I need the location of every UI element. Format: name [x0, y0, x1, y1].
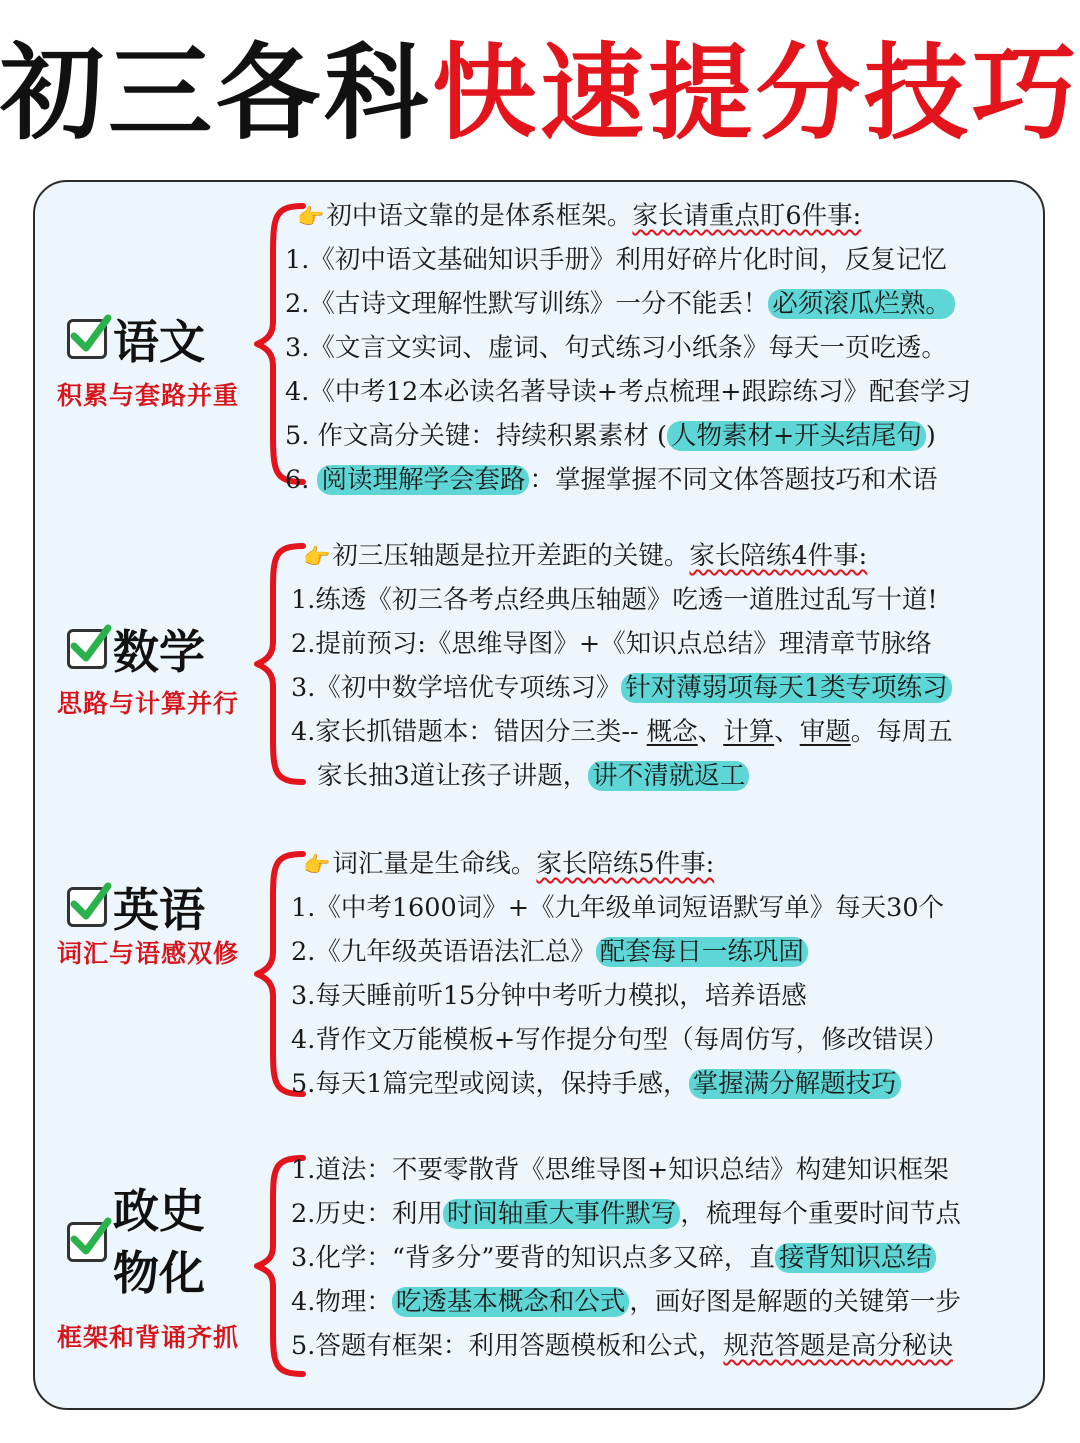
check-box-icon [67, 1222, 107, 1262]
subject-shuxue [67, 616, 205, 682]
subject-name: 政史 [113, 1184, 205, 1238]
page-title [0, 28, 1080, 158]
intro-line: 👉初三压轴题是拉开差距的关键。家长陪练4件事: [303, 541, 868, 571]
intro-line: 👉词汇量是生命线。家长陪练5件事: [303, 849, 715, 879]
pointing-hand-icon: 👉 [303, 545, 331, 570]
highlight: 必须滚瓜烂熟。 [768, 289, 955, 319]
list-item: 1.道法：不要零散背《思维导图+知识总结》构建知识框架 [291, 1155, 949, 1185]
tips-list [285, 194, 971, 502]
title-black: 初三各科 [0, 32, 433, 154]
highlight: 讲不清就返工 [588, 761, 749, 791]
list-item: 2.《九年级英语语法汇总》 配套每日一练巩固 [291, 930, 949, 974]
highlight: 吃透基本概念和公式 [392, 1287, 630, 1317]
highlight: 阅读理解学会套路 [317, 465, 529, 495]
highlight: 掌握满分解题技巧 [689, 1069, 901, 1099]
check-box-icon [67, 887, 107, 927]
highlight: 针对薄弱项每天1类专项练习 [621, 673, 951, 703]
list-item: 4.物理： 吃透基本概念和公式 ，画好图是解题的关键第一步 [291, 1287, 961, 1317]
list-item: 家长抽3道让孩子讲题， 讲不清就返工 [291, 754, 953, 798]
list-item: 3.每天睡前听15分钟中考听力模拟，培养语感 [291, 981, 807, 1011]
title-red: 快速提分技巧 [432, 32, 1080, 154]
list-item: 3.化学：“背多分”要背的知识点多又碎，直 接背知识总结 [291, 1236, 961, 1280]
highlight: 时间轴重大事件默写 [443, 1199, 681, 1229]
subject-motto: 词汇与语感双修 [56, 939, 239, 968]
subject-name: 物化 [113, 1246, 205, 1300]
tips-list [291, 534, 953, 798]
tips-list [291, 1148, 961, 1368]
highlight: 人物素材+开头结尾句 [667, 421, 926, 451]
highlight: 配套每日一练巩固 [596, 937, 808, 967]
list-item: 2.《古诗文理解性默写训练》一分不能丢！ 必须滚瓜烂熟。 [285, 282, 971, 326]
list-item: 4.背作文万能模板+写作提分句型（每周仿写，修改错误） [291, 1025, 949, 1055]
list-item: 2.历史：利用 时间轴重大事件默写 ，梳理每个重要时间节点 [291, 1199, 961, 1229]
list-item: 1.《初中语文基础知识手册》利用好碎片化时间，反复记忆 [285, 245, 947, 275]
subject-name: 英语 [113, 883, 205, 937]
list-item: 5. 作文高分关键：持续积累素材 ( 人物素材+开头结尾句 ) [285, 421, 936, 451]
tips-list [291, 842, 949, 1106]
pointing-hand-icon: 👉 [297, 205, 325, 230]
highlight: 接背知识总结 [775, 1243, 936, 1273]
subject-motto: 思路与计算并行 [56, 689, 239, 718]
list-item: 4.家长抓错题本：错因分三类-- 概念、计算、审题。每周五 [291, 717, 953, 747]
content-card [33, 180, 1045, 1410]
check-box-icon [67, 629, 107, 669]
subject-yingyu [67, 874, 205, 940]
list-item: 3.《文言文实词、虚词、句式练习小纸条》每天一页吃透。 [285, 333, 947, 363]
list-item: 3.《初中数学培优专项练习》 针对薄弱项每天1类专项练习 [291, 666, 953, 710]
subject-zhengshi [67, 1180, 205, 1304]
subject-yuwen [67, 306, 205, 372]
list-item: 4.《中考12本必读名著导读+考点梳理+跟踪练习》配套学习 [285, 377, 972, 407]
list-item: 1.《中考1600词》+《九年级单词短语默写单》每天30个 [291, 893, 945, 923]
check-box-icon [67, 319, 107, 359]
list-item: 5.每天1篇完型或阅读，保持手感， 掌握满分解题技巧 [291, 1062, 949, 1106]
list-item: 5.答题有框架：利用答题模板和公式，规范答题是高分秘诀 [291, 1331, 953, 1361]
pointing-hand-icon: 👉 [303, 853, 331, 878]
list-item: 6. 阅读理解学会套路 ：掌握掌握不同文体答题技巧和术语 [285, 465, 938, 495]
list-item: 2.提前预习:《思维导图》+《知识点总结》理清章节脉络 [291, 629, 932, 659]
list-item: 1.练透《初三各考点经典压轴题》吃透一道胜过乱写十道! [291, 585, 938, 615]
subject-name: 数学 [113, 625, 205, 679]
subject-name: 语文 [113, 315, 205, 369]
intro-line: 👉初中语文靠的是体系框架。家长请重点盯6件事: [297, 201, 862, 231]
subject-motto: 框架和背诵齐抓 [56, 1323, 239, 1352]
subject-motto: 积累与套路并重 [56, 381, 239, 410]
